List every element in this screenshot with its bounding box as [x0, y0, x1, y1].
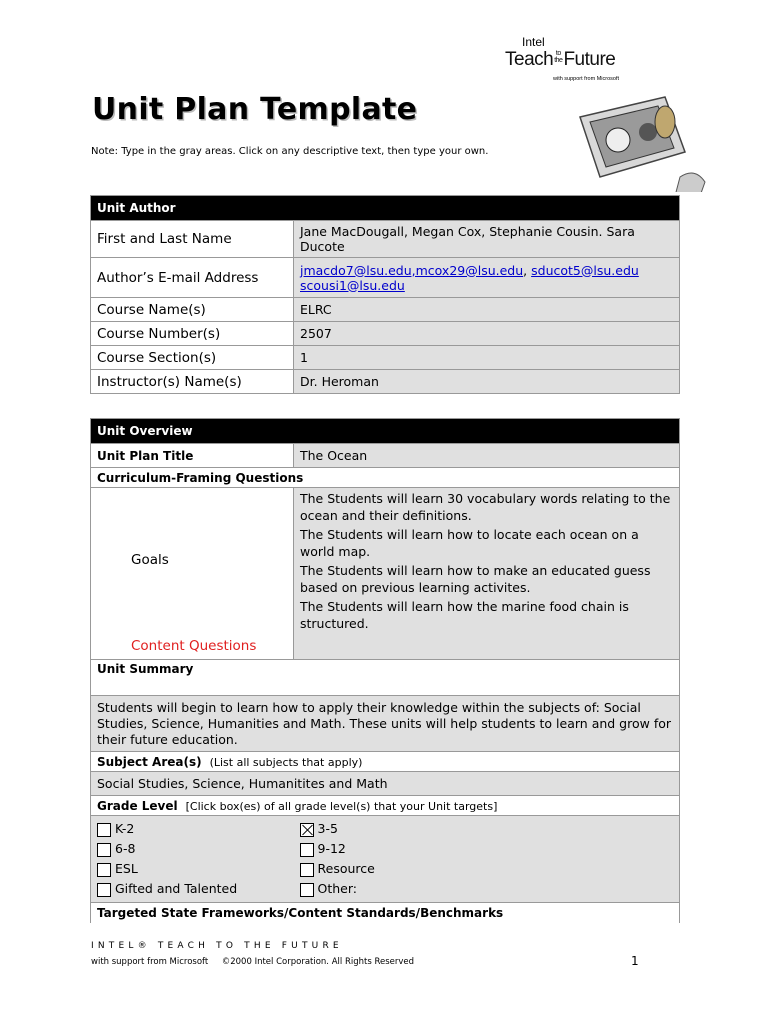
footer-brand: INTEL® TEACH TO THE FUTURE [91, 941, 343, 951]
course-number-label: Course Number(s) [91, 322, 294, 346]
checkbox[interactable] [97, 823, 111, 837]
email-link-1[interactable]: jmacdo7@lsu.edu,mcox29@lsu.edu [300, 262, 524, 278]
goal-item: The Students will learn how to make an educated guess based on previous learning activites. [300, 563, 651, 595]
first-last-name-field[interactable]: Jane MacDougall, Megan Cox, Stephanie Cousin. Sara Ducote [294, 221, 680, 258]
curriculum-framing-label: Curriculum-Framing Questions [91, 468, 680, 488]
grade-option-6-8[interactable]: 6-8 [97, 839, 288, 859]
checked-checkbox[interactable] [300, 823, 314, 837]
grade-option-other[interactable]: Other: [300, 879, 674, 899]
grade-options-left [91, 816, 294, 903]
first-last-name-label: First and Last Name [91, 221, 294, 258]
unit-overview-heading: Unit Overview [91, 419, 680, 444]
unit-plan-title-label: Unit Plan Title [91, 444, 294, 468]
checkbox[interactable] [300, 863, 314, 877]
page-number: 1 [631, 954, 639, 968]
grade-options-right [294, 816, 680, 903]
goals-field[interactable] [294, 488, 680, 660]
unit-summary-label: Unit Summary [91, 660, 680, 696]
goal-item: The Students will learn 30 vocabulary words relating to the ocean and their definitions. [300, 491, 671, 523]
unit-author-heading: Unit Author [91, 196, 680, 221]
footer-copyright: with support from Microsoft ©2000 Intel Corporation. All Rights Reserved [91, 957, 415, 967]
checkbox[interactable] [97, 863, 111, 877]
course-section-label: Course Section(s) [91, 346, 294, 370]
subject-area-field[interactable]: Social Studies, Science, Humanitites and Math [91, 772, 680, 796]
course-name-label: Course Name(s) [91, 298, 294, 322]
goal-item: The Students will learn how the marine food chain is structured. [300, 599, 629, 631]
unit-overview-table [90, 418, 680, 923]
teach-to-the-future-wordmark: Teach to theFuture [505, 49, 616, 70]
subject-area-hint: (List all subjects that apply) [209, 756, 363, 769]
grade-option-9-12[interactable]: 9-12 [300, 839, 674, 859]
unit-summary-field[interactable]: Students will begin to learn how to apply their knowledge within the subjects of: Social Studies, Science, Humanities and Math. These units will help students to learn and grow for their future education. [91, 696, 680, 752]
checkbox[interactable] [300, 883, 314, 897]
grade-option-3-5[interactable]: 3-5 [300, 819, 674, 839]
grade-option-esl[interactable]: ESL [97, 859, 288, 879]
goals-label-cell [91, 488, 294, 660]
content-questions-label[interactable]: Content Questions [131, 638, 257, 654]
course-section-field[interactable]: 1 [294, 346, 680, 370]
instructor-field[interactable]: Dr. Heroman [294, 370, 680, 394]
grade-level-hint: [Click box(es) of all grade level(s) that your Unit targets] [185, 800, 498, 813]
page-title: Unit Plan Template [92, 92, 418, 127]
grade-option-k-2[interactable]: K-2 [97, 819, 288, 839]
goals-label: Goals [131, 552, 169, 568]
instruction-note: Note: Type in the gray areas. Click on any descriptive text, then type your own. [91, 146, 489, 157]
intel-wordmark: Intel [522, 35, 545, 49]
email-field[interactable]: jmacdo7@lsu.edu,mcox29@lsu.edu, sducot5@lsu.edu scousi1@lsu.edu [294, 258, 680, 298]
unit-author-table [90, 195, 680, 394]
grade-level-row [91, 796, 680, 816]
instructor-label: Instructor(s) Name(s) [91, 370, 294, 394]
course-number-field[interactable]: 2507 [294, 322, 680, 346]
checkbox[interactable] [97, 883, 111, 897]
pharaoh-collage-icon [570, 82, 720, 192]
checkbox[interactable] [97, 843, 111, 857]
email-link-3[interactable]: scousi1@lsu.edu [300, 277, 405, 293]
grade-level-label: Grade Level [97, 799, 178, 813]
checkbox[interactable] [300, 843, 314, 857]
subject-area-row [91, 752, 680, 772]
grade-option-gifted[interactable]: Gifted and Talented [97, 879, 288, 899]
goal-item: The Students will learn how to locate each ocean on a world map. [300, 527, 639, 559]
course-name-field[interactable]: ELRC [294, 298, 680, 322]
logo-support-text: with support from Microsoft [553, 76, 620, 82]
unit-plan-title-field[interactable]: The Ocean [294, 444, 680, 468]
standards-label: Targeted State Frameworks/Content Standards/Benchmarks [91, 903, 680, 923]
email-link-2[interactable]: sducot5@lsu.edu [531, 262, 639, 278]
grade-option-resource[interactable]: Resource [300, 859, 674, 879]
subject-area-label: Subject Area(s) [97, 755, 202, 769]
email-label: Author’s E-mail Address [91, 258, 294, 298]
